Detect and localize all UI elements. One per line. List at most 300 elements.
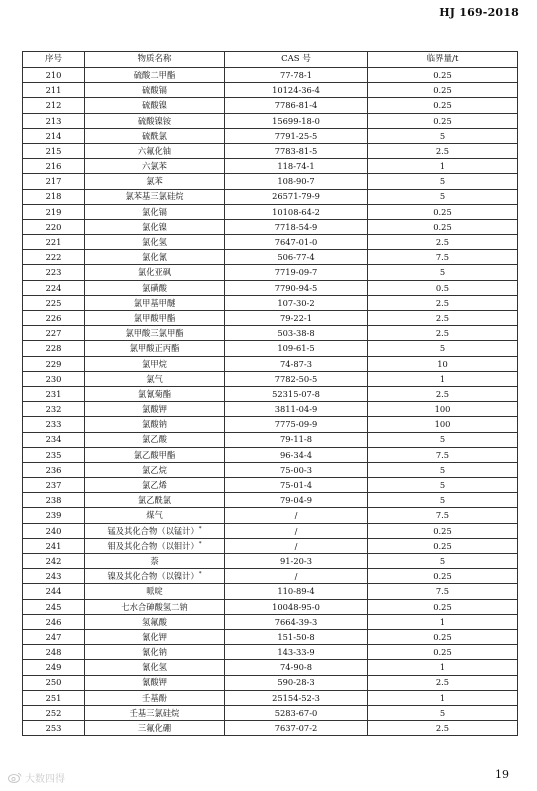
col-header-number: 序号 (23, 52, 85, 68)
substance-name-text: 硫酸镉 (142, 85, 167, 96)
row-number (23, 386, 85, 401)
row-number-text: 253 (45, 723, 62, 733)
substance-name-text: 煤气 (146, 510, 163, 521)
cas-number (225, 554, 368, 569)
substance-name (85, 508, 225, 523)
threshold-value (368, 98, 518, 113)
threshold-value (368, 311, 518, 326)
cas-number (225, 219, 368, 234)
substance-name-text: 氰化钾 (142, 631, 167, 642)
substance-name (85, 371, 225, 386)
cas-number-text: 79-04-9 (279, 495, 312, 506)
table-row (23, 159, 518, 174)
threshold-value-text: 5 (439, 495, 446, 506)
substance-name (85, 721, 225, 736)
substance-name-text: 七水合砷酸氢二钠 (121, 601, 188, 612)
cas-number (225, 690, 368, 705)
cas-number (225, 128, 368, 143)
row-number (23, 250, 85, 265)
substance-name-text: 氯氰菊酯 (137, 388, 172, 399)
row-number-text: 237 (45, 480, 62, 490)
table-row (23, 584, 518, 599)
substance-name (85, 83, 225, 98)
row-number-text: 248 (45, 647, 62, 658)
substance-name-text: 萘 (150, 555, 159, 566)
table-row (23, 98, 518, 113)
substance-name-text: 氯乙酸甲酯 (133, 449, 176, 460)
row-number-text: 233 (45, 419, 62, 430)
row-number-text: 242 (45, 555, 62, 566)
threshold-value (368, 554, 518, 569)
threshold-value (368, 235, 518, 250)
row-number-text: 229 (45, 358, 62, 369)
substance-name (85, 250, 225, 265)
row-number (23, 371, 85, 386)
cas-number (225, 493, 368, 508)
cas-number-text: 96-34-4 (279, 449, 312, 460)
table-row (23, 386, 518, 401)
threshold-value-text: 0.25 (433, 540, 452, 551)
cas-number-text: / (294, 525, 298, 536)
row-number-text: 223 (45, 267, 62, 278)
table-row (23, 250, 518, 265)
threshold-value (368, 493, 518, 508)
table-row (23, 599, 518, 614)
substance-name-text: 氯乙烯 (142, 480, 167, 490)
cas-number-text: 52315-07-8 (272, 388, 320, 399)
cas-number (225, 629, 368, 644)
footnote-mark: * (198, 571, 202, 578)
threshold-value (368, 204, 518, 219)
substance-name (85, 311, 225, 326)
cas-number-text: 590-28-3 (277, 677, 315, 688)
substance-name-text: 氯苯基三氯硅烷 (125, 191, 184, 202)
threshold-value-text: 2.5 (435, 145, 450, 156)
threshold-value (368, 690, 518, 705)
row-number-text: 243 (45, 571, 62, 582)
cas-number (225, 326, 368, 341)
row-number (23, 690, 85, 705)
substance-name (85, 143, 225, 158)
table-row (23, 417, 518, 432)
cas-number (225, 523, 368, 538)
cas-number-text: 506-77-4 (277, 252, 315, 263)
substance-name-text: 氯磺酸 (142, 282, 167, 293)
table-row (23, 523, 518, 538)
threshold-value-text: 0.5 (435, 282, 450, 293)
row-number (23, 68, 85, 83)
table-row (23, 341, 518, 356)
threshold-value (368, 478, 518, 493)
table-row (23, 83, 518, 98)
cas-number-text: / (294, 571, 298, 582)
substance-name (85, 493, 225, 508)
substance-name (85, 280, 225, 295)
table-row (23, 371, 518, 386)
threshold-value (368, 250, 518, 265)
row-number-text: 220 (45, 221, 62, 232)
threshold-value (368, 417, 518, 432)
row-number-text: 246 (45, 616, 62, 627)
row-number-text: 238 (45, 495, 62, 506)
cas-number (225, 311, 368, 326)
cas-number (225, 113, 368, 128)
threshold-value-text: 5 (439, 343, 446, 354)
col-header-cas: CAS 号 (225, 52, 368, 68)
threshold-value-text: 5 (439, 267, 446, 278)
threshold-value-text: 2.5 (435, 312, 450, 323)
row-number (23, 675, 85, 690)
table-row (23, 447, 518, 462)
col-header-substance: 物质名称 (85, 52, 225, 68)
cas-number (225, 614, 368, 629)
table-row (23, 280, 518, 295)
cas-number (225, 417, 368, 432)
threshold-value-text: 1 (439, 161, 446, 172)
threshold-value (368, 523, 518, 538)
table-row (23, 432, 518, 447)
cas-number-text: 7637-07-2 (274, 723, 318, 733)
row-number (23, 432, 85, 447)
row-number-text: 228 (45, 343, 62, 354)
substance-name-text: 氯甲酸甲酯 (133, 312, 176, 323)
cas-number (225, 235, 368, 250)
substance-name (85, 174, 225, 189)
table-row (23, 128, 518, 143)
substance-name (85, 478, 225, 493)
substance-name (85, 159, 225, 174)
threshold-value-text: 1 (439, 692, 446, 703)
substance-name-text: 三氟化硼 (137, 723, 172, 733)
cas-number (225, 402, 368, 417)
cas-number-text: 79-22-1 (279, 312, 312, 323)
row-number-text: 210 (45, 69, 62, 80)
substance-name (85, 219, 225, 234)
threshold-value-text: 100 (434, 419, 451, 430)
cas-number (225, 508, 368, 523)
cas-number-text: 10124-36-4 (272, 85, 320, 96)
row-number (23, 356, 85, 371)
substance-name-text: 氯甲基甲醚 (133, 297, 176, 308)
substance-name (85, 265, 225, 280)
cas-number (225, 584, 368, 599)
row-number-text: 222 (45, 252, 62, 263)
row-number (23, 341, 85, 356)
row-number (23, 523, 85, 538)
substance-name-text: 氰酸钾 (142, 677, 167, 688)
row-number (23, 219, 85, 234)
threshold-value (368, 159, 518, 174)
row-number-text: 218 (45, 191, 62, 202)
cas-number (225, 98, 368, 113)
row-number-text: 251 (45, 692, 62, 703)
row-number (23, 447, 85, 462)
row-number (23, 554, 85, 569)
threshold-value-text: 0.25 (433, 647, 452, 658)
threshold-value (368, 584, 518, 599)
cas-number (225, 174, 368, 189)
cas-number (225, 159, 368, 174)
row-number (23, 417, 85, 432)
cas-number-text: 5283-67-0 (274, 707, 318, 718)
threshold-value (368, 432, 518, 447)
threshold-value-text: 7.5 (435, 449, 450, 460)
substance-name-text: 氯甲酸正丙酯 (129, 343, 180, 354)
cas-number (225, 280, 368, 295)
cas-number (225, 599, 368, 614)
table-row (23, 219, 518, 234)
threshold-value-text: 5 (439, 130, 446, 141)
table-row (23, 462, 518, 477)
substance-name-text: 氯乙烷 (142, 464, 167, 475)
row-number (23, 599, 85, 614)
row-number-text: 224 (45, 282, 62, 293)
cas-number-text: 107-30-2 (277, 297, 315, 308)
cas-number-text: 7647-01-0 (274, 237, 318, 247)
threshold-value (368, 326, 518, 341)
threshold-value (368, 508, 518, 523)
threshold-value (368, 83, 518, 98)
threshold-value-text: 0.25 (433, 631, 452, 642)
threshold-value-text: 2.5 (435, 677, 450, 688)
row-number (23, 235, 85, 250)
threshold-value (368, 675, 518, 690)
substance-name-text: 六氯苯 (142, 161, 167, 172)
substance-name (85, 204, 225, 219)
row-number (23, 174, 85, 189)
threshold-value-text: 1 (439, 662, 446, 673)
cas-number (225, 478, 368, 493)
threshold-value-text: 0.25 (433, 85, 452, 96)
threshold-value (368, 721, 518, 736)
cas-number (225, 204, 368, 219)
row-number (23, 660, 85, 675)
substance-threshold-table (22, 51, 518, 736)
table-row (23, 235, 518, 250)
substance-name (85, 68, 225, 83)
substance-name (85, 326, 225, 341)
threshold-value-text: 1 (439, 616, 446, 627)
cas-number-text: 7783-81-5 (274, 145, 318, 156)
threshold-value-text: 5 (439, 176, 446, 187)
row-number (23, 721, 85, 736)
cas-number-text: 7718-54-9 (274, 221, 318, 232)
threshold-value-text: 0.25 (433, 115, 452, 126)
substance-name (85, 629, 225, 644)
weibo-icon (8, 772, 22, 783)
cas-number (225, 265, 368, 280)
table-row (23, 189, 518, 204)
row-number (23, 569, 85, 584)
cas-number-text: 25154-52-3 (272, 692, 320, 703)
cas-number (225, 250, 368, 265)
cas-number (225, 462, 368, 477)
substance-name-text: 硫酸镍 (142, 100, 167, 111)
row-number-text: 240 (45, 525, 62, 536)
substance-name (85, 113, 225, 128)
table-row (23, 569, 518, 584)
table-row (23, 721, 518, 736)
table-row (23, 143, 518, 158)
table-row (23, 614, 518, 629)
threshold-value-text: 100 (434, 404, 451, 415)
col-header-threshold: 临界量/t (368, 52, 518, 68)
cas-number-text: 7786-81-4 (274, 100, 318, 111)
substance-name (85, 584, 225, 599)
substance-name (85, 235, 225, 250)
cas-number-text: 108-90-7 (277, 176, 315, 187)
threshold-value (368, 447, 518, 462)
substance-name (85, 614, 225, 629)
substance-name (85, 660, 225, 675)
threshold-value-text: 2.5 (435, 297, 450, 308)
row-number (23, 265, 85, 280)
substance-name-text: 氯化氢 (142, 237, 167, 247)
table-row (23, 705, 518, 720)
row-number (23, 83, 85, 98)
threshold-value (368, 265, 518, 280)
table-row (23, 508, 518, 523)
threshold-value-text: 2.5 (435, 237, 450, 247)
substance-name-text: 氯化镉 (142, 206, 167, 217)
row-number (23, 584, 85, 599)
row-number-text: 212 (45, 100, 62, 111)
threshold-value (368, 569, 518, 584)
cas-number-text: / (294, 510, 298, 521)
threshold-value-text: 5 (439, 464, 446, 475)
table-row (23, 493, 518, 508)
table-row (23, 295, 518, 310)
cas-number-text: 7790-94-5 (274, 282, 318, 293)
threshold-value (368, 174, 518, 189)
substance-name (85, 690, 225, 705)
threshold-value (368, 705, 518, 720)
substance-name-text: 钼及其化合物（以钼计） (107, 540, 199, 551)
threshold-value (368, 280, 518, 295)
threshold-value-text: 2.5 (435, 723, 450, 733)
cas-number (225, 538, 368, 553)
row-number-text: 214 (45, 130, 62, 141)
cas-number (225, 371, 368, 386)
row-number (23, 402, 85, 417)
threshold-value (368, 462, 518, 477)
cas-number (225, 83, 368, 98)
table-row (23, 645, 518, 660)
row-number-text: 216 (45, 161, 62, 172)
substance-name-text: 氯苯 (146, 176, 163, 187)
threshold-value (368, 660, 518, 675)
table-row (23, 113, 518, 128)
threshold-value-text: 2.5 (435, 388, 450, 399)
row-number (23, 493, 85, 508)
cas-number (225, 721, 368, 736)
table-row (23, 554, 518, 569)
substance-name-text: 氯化氰 (142, 252, 167, 263)
substance-name-text: 六氟化铀 (137, 145, 172, 156)
cas-number (225, 705, 368, 720)
cas-number-text: 79-11-8 (279, 434, 312, 445)
table-row (23, 402, 518, 417)
header-row (23, 52, 518, 68)
threshold-value-text: 5 (439, 555, 446, 566)
threshold-value-text: 7.5 (435, 510, 450, 521)
threshold-value-text: 1 (439, 373, 446, 384)
threshold-value (368, 128, 518, 143)
row-number (23, 98, 85, 113)
threshold-value-text: 0.25 (433, 571, 452, 582)
row-number (23, 538, 85, 553)
table-row (23, 356, 518, 371)
substance-name (85, 98, 225, 113)
substance-name (85, 538, 225, 553)
substance-name (85, 675, 225, 690)
threshold-value-text: 10 (437, 358, 448, 369)
row-number-text: 219 (45, 206, 62, 217)
threshold-value-text: 0.25 (433, 221, 452, 232)
threshold-value (368, 356, 518, 371)
cas-number-text: 143-33-9 (277, 647, 315, 658)
row-number (23, 462, 85, 477)
cas-number (225, 675, 368, 690)
cas-number-text: 74-87-3 (279, 358, 312, 369)
threshold-value-text: 5 (439, 191, 446, 202)
substance-name-text: 哌啶 (146, 586, 163, 597)
row-number-text: 235 (45, 449, 62, 460)
substance-name (85, 554, 225, 569)
threshold-value (368, 219, 518, 234)
row-number-text: 225 (45, 297, 62, 308)
threshold-value (368, 341, 518, 356)
row-number-text: 231 (45, 388, 62, 399)
table-row (23, 204, 518, 219)
threshold-value (368, 614, 518, 629)
row-number (23, 645, 85, 660)
substance-name (85, 128, 225, 143)
cas-number (225, 295, 368, 310)
threshold-value-text: 0.25 (433, 206, 452, 217)
cas-number-text: 3811-04-9 (274, 404, 318, 415)
cas-number (225, 645, 368, 660)
cas-number-text: 7664-39-3 (274, 616, 318, 627)
substance-name-text: 氰化钠 (142, 647, 167, 658)
cas-number-text: 109-61-5 (277, 343, 315, 354)
cas-number-text: 10108-64-2 (272, 206, 320, 217)
row-number (23, 311, 85, 326)
threshold-value-text: 7.5 (435, 586, 450, 597)
table-row (23, 478, 518, 493)
threshold-value-text: 2.5 (435, 328, 450, 339)
substance-name (85, 645, 225, 660)
cas-number-text: 75-01-4 (279, 480, 312, 490)
cas-number-text: 110-89-4 (277, 586, 315, 597)
row-number-text: 250 (45, 677, 62, 688)
row-number (23, 478, 85, 493)
cas-number (225, 189, 368, 204)
cas-number-text: 151-50-8 (277, 631, 315, 642)
threshold-value (368, 143, 518, 158)
row-number (23, 113, 85, 128)
row-number (23, 508, 85, 523)
standard-code: HJ 169-2018 (439, 6, 519, 19)
table-header (23, 52, 518, 68)
cas-number-text: 503-38-8 (277, 328, 315, 339)
row-number-text: 245 (45, 601, 62, 612)
substance-name (85, 341, 225, 356)
substance-name (85, 569, 225, 584)
row-number-text: 217 (45, 176, 62, 187)
row-number-text: 232 (45, 404, 62, 415)
substance-name-text: 氯化亚砜 (137, 267, 172, 278)
